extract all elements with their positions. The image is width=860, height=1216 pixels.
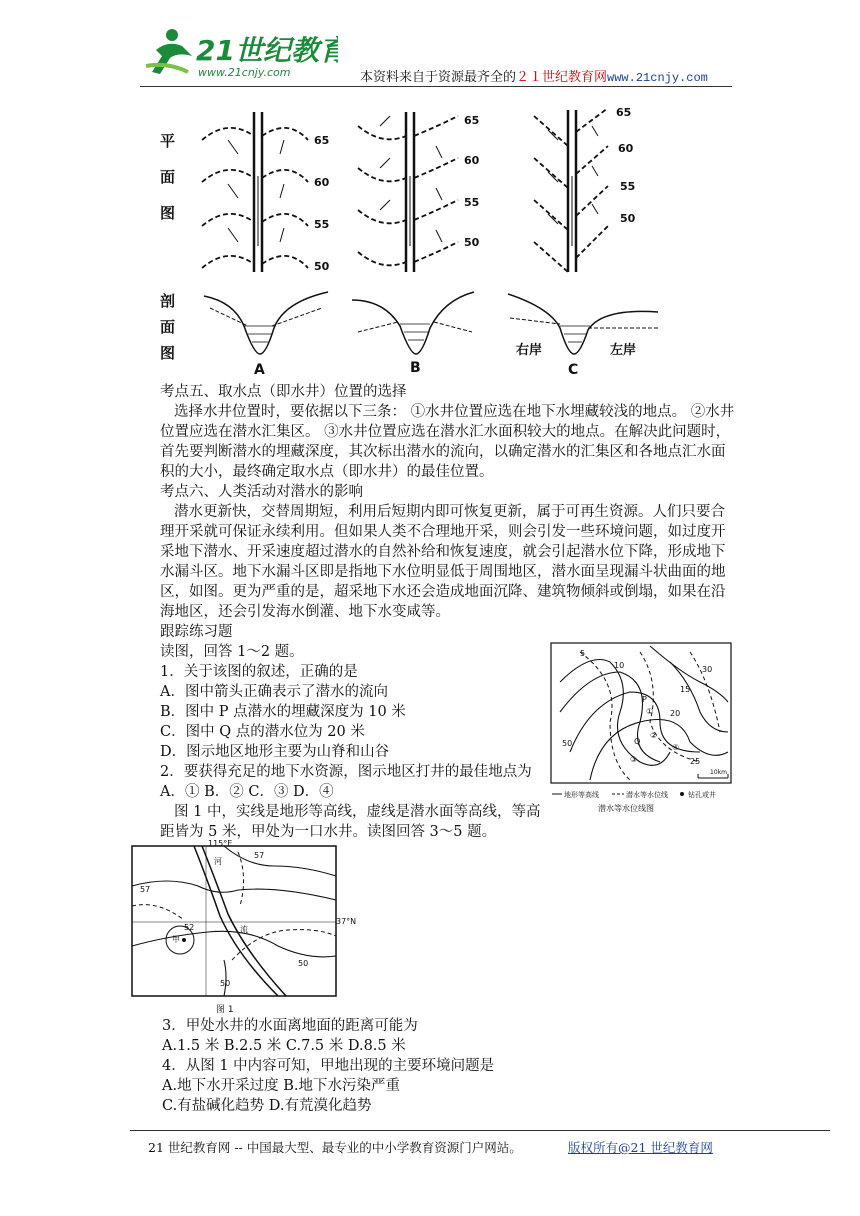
- svg-text:50: 50: [562, 739, 573, 748]
- svg-text:52: 52: [184, 923, 195, 932]
- footer-rule: [130, 1130, 830, 1131]
- footer-right: [568, 1138, 713, 1156]
- section-label-1: 剖: [160, 292, 176, 310]
- figure1-intro-line2: 距皆为 5 米，甲处为一口水井。读图回答 3～5 题。: [160, 824, 497, 840]
- svg-text:15: 15: [680, 685, 691, 694]
- question-1-option-a: A．图中箭头正确表示了潜水的流向: [160, 684, 388, 700]
- svg-text:57: 57: [254, 851, 265, 860]
- svg-text:50: 50: [298, 959, 309, 968]
- section-b-label: B: [410, 360, 421, 376]
- svg-text:Q: Q: [634, 737, 641, 746]
- header-source: 本资料来自于资源最齐全的２１世纪教育网www.21cnjy.com: [360, 70, 708, 85]
- river-groundwater-figure: [158, 96, 666, 378]
- question-2-options: A．① B．② C．③ D．④: [160, 784, 334, 800]
- svg-text:65: 65: [616, 106, 632, 119]
- svg-text:河: 河: [214, 857, 222, 866]
- figure1-caption: 图 1: [216, 1005, 234, 1015]
- svg-text:50: 50: [314, 260, 330, 273]
- question-3-options: A.1.5 米 B.2.5 米 C.7.5 米 D.8.5 米: [162, 1038, 406, 1054]
- longitude-label: 115°E: [208, 839, 233, 848]
- svg-text:20: 20: [670, 709, 681, 718]
- question-3: 3．甲处水井的水面离地面的距离可能为: [162, 1018, 418, 1034]
- svg-text:65: 65: [464, 114, 480, 127]
- svg-text:55: 55: [620, 180, 636, 193]
- figure1-intro-line1: 图 1 中，实线是地形等高线，虚线是潜水面等高线，等高: [174, 804, 541, 820]
- section-label-3: 图: [160, 344, 176, 362]
- section-c-label: C: [568, 362, 579, 378]
- svg-text:60: 60: [618, 142, 634, 155]
- question-1-option-b: B．图中 P 点潜水的埋藏深度为 10 米: [160, 704, 406, 720]
- plan-label-3: 图: [160, 204, 176, 222]
- svg-text:55: 55: [314, 218, 330, 231]
- svg-text:60: 60: [464, 154, 480, 167]
- svg-text:50: 50: [220, 979, 231, 988]
- svg-text:55: 55: [464, 196, 480, 209]
- kd5-title: 考点五、取水点（即水井）位置的选择: [160, 384, 407, 400]
- right-bank-label: 右岸: [516, 343, 543, 358]
- question-4-options-ab: A.地下水开采过度 B.地下水污染严重: [162, 1078, 400, 1094]
- left-bank-label: 左岸: [610, 343, 637, 358]
- kd6-paragraph: 潜水更新快，交替周期短，利用后短期内即可恢复更新，属于可再生资源。人们只要合理开采就可保证永续利用。但如果人类不合理地开采，则会引发一些环境问题，如过度开采地下潜水、开采速度超过潜水的自然补给和恢复速度，就会引起潜水位下降，形成地下水漏斗区。地下水漏斗区即是指地下水位明显低于周围地区，潜水面呈现漏斗状曲面的地区，如图。更为严重的是，超采地下水还会造成地面沉降、建筑物倾斜或倒塌，如果在沿海地区，还会引发海水倒灌、地下水变咸等。: [160, 504, 726, 620]
- latitude-label: 37°N: [336, 917, 356, 926]
- svg-text:21世纪教育: 21世纪教育: [196, 34, 338, 67]
- question-1-option-d: D．图示地区地形主要为山脊和山谷: [160, 744, 390, 760]
- plan-label-2: 面: [160, 168, 176, 186]
- question-1-option-c: C．图中 Q 点的潜水位为 20 米: [160, 724, 365, 740]
- figure1-map: [128, 836, 356, 1016]
- svg-text:P: P: [642, 695, 647, 704]
- svg-text:25: 25: [690, 757, 701, 766]
- svg-text:57: 57: [140, 885, 151, 894]
- svg-text:10: 10: [614, 661, 625, 670]
- question-intro: 读图，回答 1～2 题。: [160, 644, 304, 660]
- kd5-paragraph: 选择水井位置时，要依据以下三条： ①水井位置应选在地下水埋藏较浅的地点。 ②水井位置应选在潜水汇集区。 ③水井位置应选在潜水汇水面积较大的地点。在解决此问题时，首先要判断潜水的埋藏深度，其次标出潜水的流向，以确定潜水的汇集区和各地点汇水面积的大小，最终确定取水点（即水井）的最佳位置。: [160, 404, 735, 480]
- water-table-map: [550, 642, 734, 814]
- question-4-options-cd: C.有盐碱化趋势 D.有荒漠化趋势: [162, 1098, 372, 1114]
- svg-text:①: ①: [646, 707, 654, 716]
- footer-left: 21 世纪教育网 -- 中国最大型、最专业的中小学教育资源门户网站。: [148, 1140, 522, 1155]
- question-4: 4．从图 1 中内容可知，甲地出现的主要环境问题是: [162, 1058, 495, 1074]
- svg-text:50: 50: [620, 212, 636, 225]
- svg-text:地形等高线: 地形等高线: [564, 791, 599, 799]
- plan-label-1: 平: [160, 132, 176, 150]
- question-2: 2．要获得充足的地下水资源，图示地区打井的最佳地点为: [160, 764, 532, 780]
- svg-text:30: 30: [702, 665, 713, 674]
- svg-text:5: 5: [580, 649, 586, 658]
- svg-text:60: 60: [314, 176, 330, 189]
- svg-text:甲: 甲: [172, 935, 180, 944]
- svg-text:www.21cnjy.com: www.21cnjy.com: [198, 66, 291, 79]
- svg-text:潜水等水位线图: 潜水等水位线图: [598, 804, 654, 813]
- svg-text:流: 流: [240, 925, 248, 934]
- kd6-title: 考点六、人类活动对潜水的影响: [160, 484, 363, 500]
- svg-text:③: ③: [630, 755, 638, 764]
- question-1: 1．关于该图的叙述，正确的是: [160, 664, 358, 680]
- svg-text:②: ②: [650, 731, 658, 740]
- svg-text:65: 65: [314, 134, 330, 147]
- copyright-link[interactable]: 版权所有@21 世纪教育网: [568, 1140, 713, 1155]
- site-logo: [138, 22, 338, 84]
- svg-text:50: 50: [464, 236, 480, 249]
- section-label-2: 面: [160, 318, 176, 336]
- section-a-label: A: [254, 362, 265, 378]
- svg-text:钻孔或井: 钻孔或井: [688, 791, 716, 799]
- svg-text:④: ④: [672, 743, 680, 752]
- svg-text:潜水等水位线: 潜水等水位线: [626, 791, 668, 799]
- header-rule: [140, 86, 732, 87]
- svg-text:10km: 10km: [710, 769, 727, 776]
- practice-title: 跟踪练习题: [160, 624, 233, 640]
